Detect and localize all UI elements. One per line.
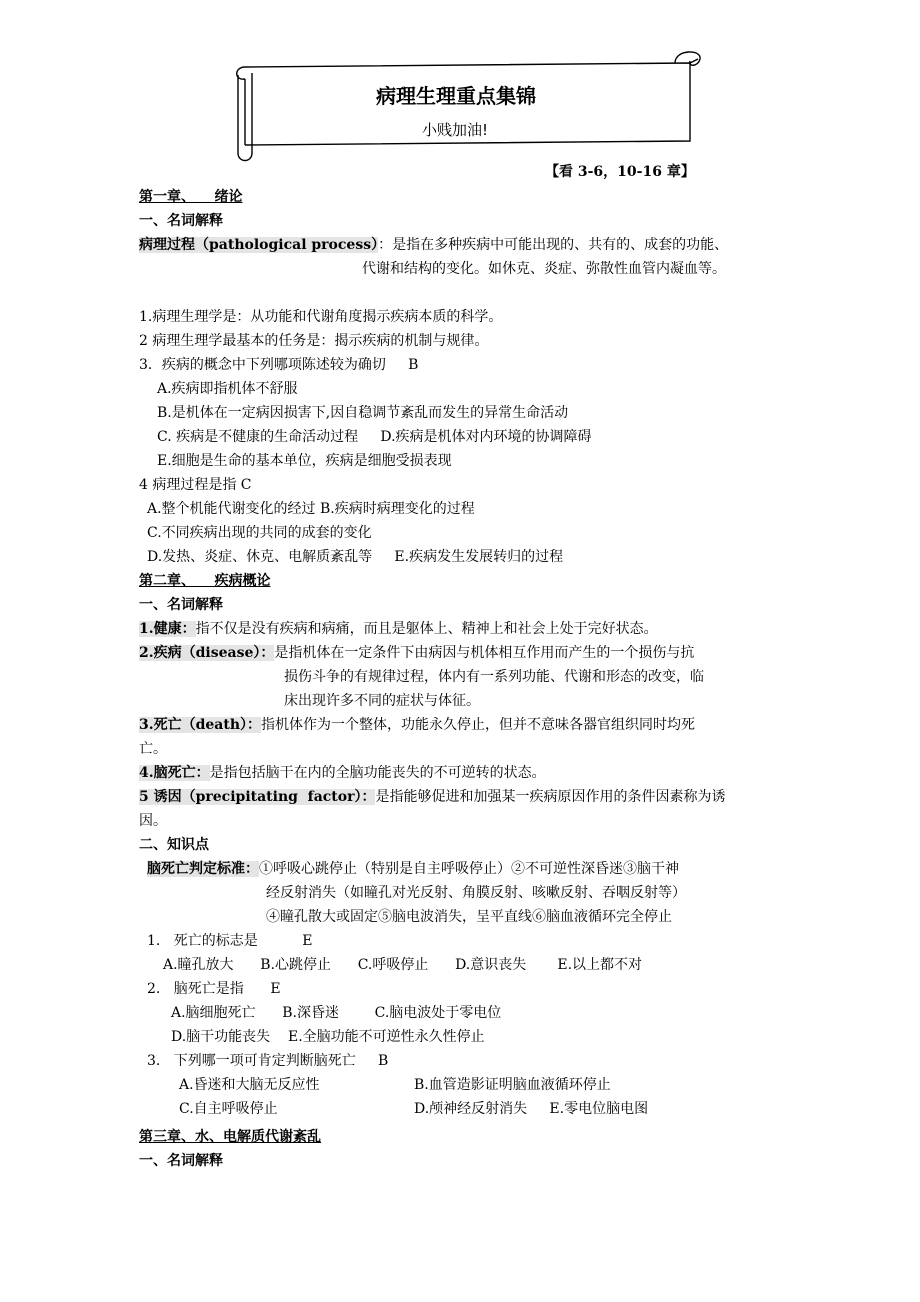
- question-4-option-de: D.发热、炎症、休克、电解质紊乱等 E.疾病发生发展转归的过程: [147, 549, 564, 565]
- term-pathological-process: [139, 235, 728, 255]
- term-precipitating-factor: [139, 787, 725, 807]
- term-definition: 是指机体在一定条件下由病因与机体相互作用而产生的一个损伤与抗: [274, 645, 695, 661]
- quiz-question-2-options: A.脑细胞死亡 B.深昏迷 C.脑电波处于零电位: [171, 1005, 502, 1021]
- term-definition-cont: 亡。: [139, 741, 167, 757]
- chapter1-heading: 第一章、 绪论: [139, 189, 243, 205]
- question-3-option-a: A.疾病即指机体不舒服: [157, 381, 298, 397]
- term-death: [139, 715, 695, 735]
- page-title: 病理生理重点集锦: [376, 84, 536, 108]
- term-definition-cont: 损伤斗争的有规律过程，体内有一系列功能、代谢和形态的改变，临: [284, 669, 704, 685]
- quiz-question-3-option-c: C.自主呼吸停止: [179, 1101, 278, 1117]
- chapter3-heading: 第三章、水、电解质代谢紊乱: [139, 1129, 321, 1145]
- question-3: 3．疾病的概念中下列哪项陈述较为确切 B: [139, 357, 419, 373]
- chapter2-section-knowledge: 二、知识点: [139, 837, 209, 853]
- question-4-option-c: C.不同疾病出现的共同的成套的变化: [147, 525, 372, 541]
- term-definition: 是指能够促进和加强某一疾病原因作用的条件因素称为诱: [375, 789, 726, 805]
- term-definition-cont: ④瞳孔散大或固定⑤脑电波消失，呈平直线⑥脑血液循环完全停止: [266, 909, 672, 925]
- term-brain-death: [139, 763, 546, 783]
- point-1: 1.病理生理学是：从功能和代谢角度揭示疾病本质的科学。: [139, 309, 503, 325]
- term-disease: [139, 643, 694, 663]
- question-3-option-e: E.细胞是生命的基本单位，疾病是细胞受损表现: [157, 453, 452, 469]
- chapters-note: 【看 3-6，10-16 章】: [545, 164, 695, 180]
- term-definition: 指不仅是没有疾病和病痛，而且是躯体上、精神上和社会上处于完好状态。: [195, 621, 658, 637]
- chapter3-section-terms: 一、名词解释: [139, 1153, 223, 1169]
- term-label: 5 诱因（precipitating factor）：: [139, 789, 376, 805]
- term-label: 2.疾病（disease）：: [139, 645, 275, 661]
- term-definition: 是指包括脑干在内的全脑功能丧失的不可逆转的状态。: [209, 765, 546, 781]
- quiz-question-2-options: D.脑干功能丧失 E.全脑功能不可逆性永久性停止: [171, 1029, 485, 1045]
- brain-death-criteria: [147, 859, 679, 879]
- term-label: 脑死亡判定标准：: [147, 861, 259, 877]
- term-definition: ①呼吸心跳停止（特别是自主呼吸停止）②不可逆性深昏迷③脑干神: [259, 861, 679, 877]
- term-health: [139, 619, 658, 639]
- term-definition: 指机体作为一个整体，功能永久停止，但并不意味各器官组织同时均死: [261, 717, 696, 733]
- quiz-question-2: 2. 脑死亡是指 E: [147, 981, 281, 997]
- question-4-option-ab: A.整个机能代谢变化的经过 B.疾病时病理变化的过程: [147, 501, 475, 517]
- term-definition-cont: 经反射消失（如瞳孔对光反射、角膜反射、咳嗽反射、吞咽反射等）: [266, 885, 686, 901]
- question-3-option-cd: C. 疾病是不健康的生命活动过程 D.疾病是机体对内环境的协调障碍: [157, 429, 592, 445]
- question-3-option-b: B.是机体在一定病因损害下,因自稳调节紊乱而发生的异常生命活动: [157, 405, 569, 421]
- point-2: 2 病理生理学最基本的任务是：揭示疾病的机制与规律。: [139, 333, 489, 349]
- term-definition-cont: 床出现许多不同的症状与体征。: [284, 693, 480, 709]
- quiz-question-3-option-a: A.昏迷和大脑无反应性: [179, 1077, 320, 1093]
- quiz-question-3-option-b: B.血管造影证明脑血液循环停止: [414, 1077, 611, 1093]
- term-definition-cont: 因。: [139, 813, 167, 829]
- term-label: 4.脑死亡：: [139, 765, 210, 781]
- quiz-question-1-options: A.瞳孔放大 B.心跳停止 C.呼吸停止 D.意识丧失 E.以上都不对: [163, 957, 643, 973]
- quiz-question-1: 1. 死亡的标志是 E: [147, 933, 313, 949]
- term-label: 3.死亡（death）：: [139, 717, 262, 733]
- quiz-question-3: 3. 下列哪一项可肯定判断脑死亡 B: [147, 1053, 389, 1069]
- chapter2-heading: 第二章、 疾病概论: [139, 573, 271, 589]
- chapter2-section-terms: 一、名词解释: [139, 597, 223, 613]
- chapter1-section-terms: 一、名词解释: [139, 213, 223, 229]
- page-subtitle: 小贱加油!: [422, 121, 489, 139]
- term-label: 病理过程（pathological process）: [139, 237, 379, 253]
- question-4: 4 病理过程是指 C: [139, 477, 252, 493]
- term-definition-cont: 代谢和结构的变化。如休克、炎症、弥散性血管内凝血等。: [362, 261, 726, 277]
- term-label: 1.健康：: [139, 621, 196, 637]
- quiz-question-3-option-de: D.颅神经反射消失 E.零电位脑电图: [414, 1101, 649, 1117]
- term-definition: ：是指在多种疾病中可能出现的、共有的、成套的功能、: [378, 237, 729, 253]
